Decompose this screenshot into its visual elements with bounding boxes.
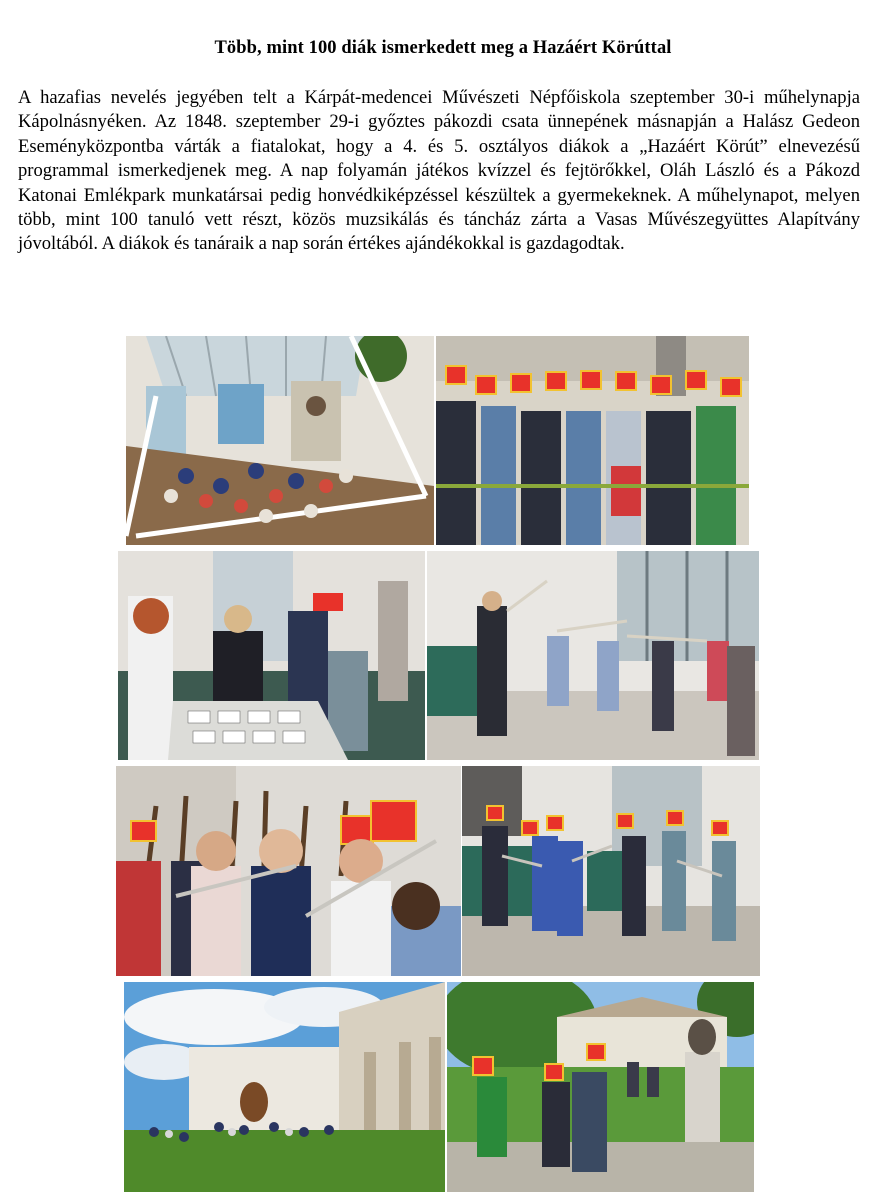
photo-exhibition-hall xyxy=(126,336,434,545)
photo-students-seated xyxy=(436,336,749,545)
photo-outdoor-building xyxy=(124,982,445,1192)
photo-group-sword-practice xyxy=(462,766,760,976)
photo-park-statue xyxy=(447,982,754,1192)
article-title: Több, mint 100 diák ismerkedett meg a Hazáért Körúttal xyxy=(214,38,672,58)
photo-sword-training-hall xyxy=(427,551,759,760)
photo-quiz-table xyxy=(118,551,425,760)
photo-children-swords xyxy=(116,766,461,976)
article-body: A hazafias nevelés jegyében telt a Kárpát-medencei Művészeti Népfőiskola szeptember 30-i műhelynapja Kápolnásnyéken. Az 1848. szeptember 29-i győztes pákozdi csata ünnepének másnapján a Halász Gedeon Eseményközpontba várták a fiatalokat, hogy a 4. és 5. osztályos diákok a „Hazáért Körút” elnevezésű programmal ismerkedjenek meg. A nap folyamán játékos kvízzel és fejtörőkkel, Oláh László és a Pákozd Katonai Emlékpark munkatársai pedig honvédkiképzéssel készültek a gyermekeknek. A műhelynapot, melyen több, mint 100 tanuló vett részt, közös muzsikálás és táncház zárta a Vasas Művészegyüttes Alapítvány jóvoltából. A diákok és tanáraik a nap során értékes ajándékokkal is gazdagodtak. xyxy=(18,87,860,255)
